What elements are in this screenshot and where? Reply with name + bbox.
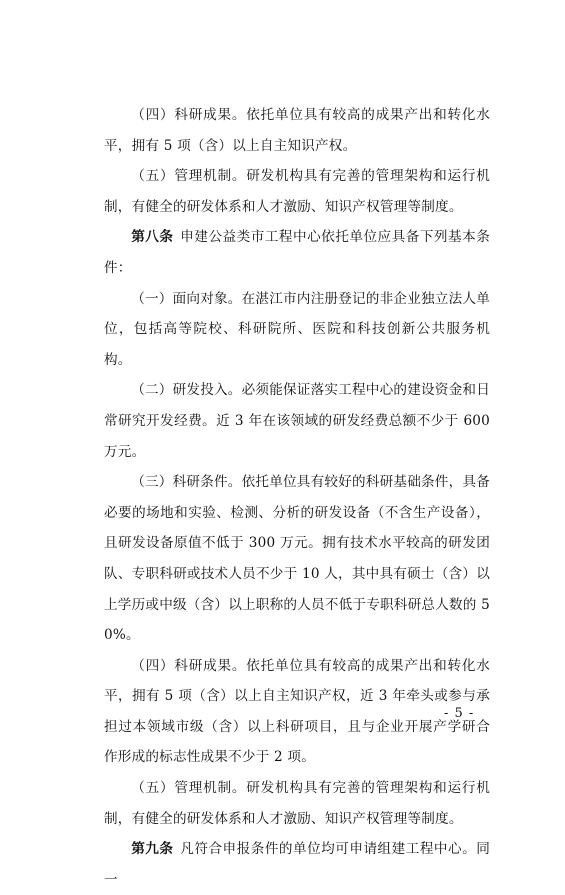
paragraph-8 <box>104 773 490 834</box>
paragraph-5 <box>104 375 490 467</box>
paragraph-text: （二）研发投入。必须能保证落实工程中心的建设资金和日常研究开发经费。近 3 年在该领域的研发经费总额不少于 600 万元。 <box>104 382 490 460</box>
paragraph-text: （五）管理机制。研发机构具有完善的管理架构和运行机制，有健全的研发体系和人才激励、知识产权管理等制度。 <box>104 780 490 827</box>
paragraph-text: （三）科研条件。依托单位具有较好的科研基础条件，具备必要的场地和实验、检测、分析的研发设备（不含生产设备），且研发设备原值不低于 300 万元。拥有技术水平较高的研发团队、专职科研或技术人员不少于 10 人，其中具有硕士（含）以上学历或中级（含）以上职称的人员不低于专职科研总人数的 50%。 <box>104 474 490 644</box>
paragraph-1 <box>104 100 490 161</box>
article-number: 第九条 <box>131 841 174 858</box>
paragraph-text: （四）科研成果。依托单位具有较高的成果产出和转化水平，拥有 5 项（含）以上自主知识产权，近 3 年牵头或参与承担过本领域市级（含）以上科研项目，且与企业开展产学研合作形成的标志性成果不少于 2 项。 <box>104 657 490 766</box>
paragraph-2 <box>104 161 490 222</box>
document-body <box>104 100 490 895</box>
paragraph-text: （五）管理机制。研发机构具有完善的管理架构和运行机制，有健全的研发体系和人才激励、知识产权管理等制度。 <box>104 168 490 215</box>
paragraph-4 <box>104 284 490 376</box>
paragraph-text: 申建公益类市工程中心依托单位应具备下列基本条件： <box>104 229 490 276</box>
paragraph-text: 凡符合申报条件的单位均可申请组建工程中心。同一 <box>104 841 490 888</box>
article-8-heading <box>104 222 490 283</box>
article-number: 第八条 <box>131 229 174 246</box>
page-number: - 5 - <box>444 706 475 721</box>
paragraph-text: （一）面向对象。在湛江市内注册登记的非企业独立法人单位，包括高等院校、科研院所、医院和科技创新公共服务机构。 <box>104 290 490 368</box>
paragraph-text: （四）科研成果。依托单位具有较高的成果产出和转化水平，拥有 5 项（含）以上自主知识产权。 <box>104 107 490 154</box>
article-9-heading <box>104 834 490 895</box>
paragraph-7 <box>104 651 490 773</box>
paragraph-6 <box>104 467 490 651</box>
